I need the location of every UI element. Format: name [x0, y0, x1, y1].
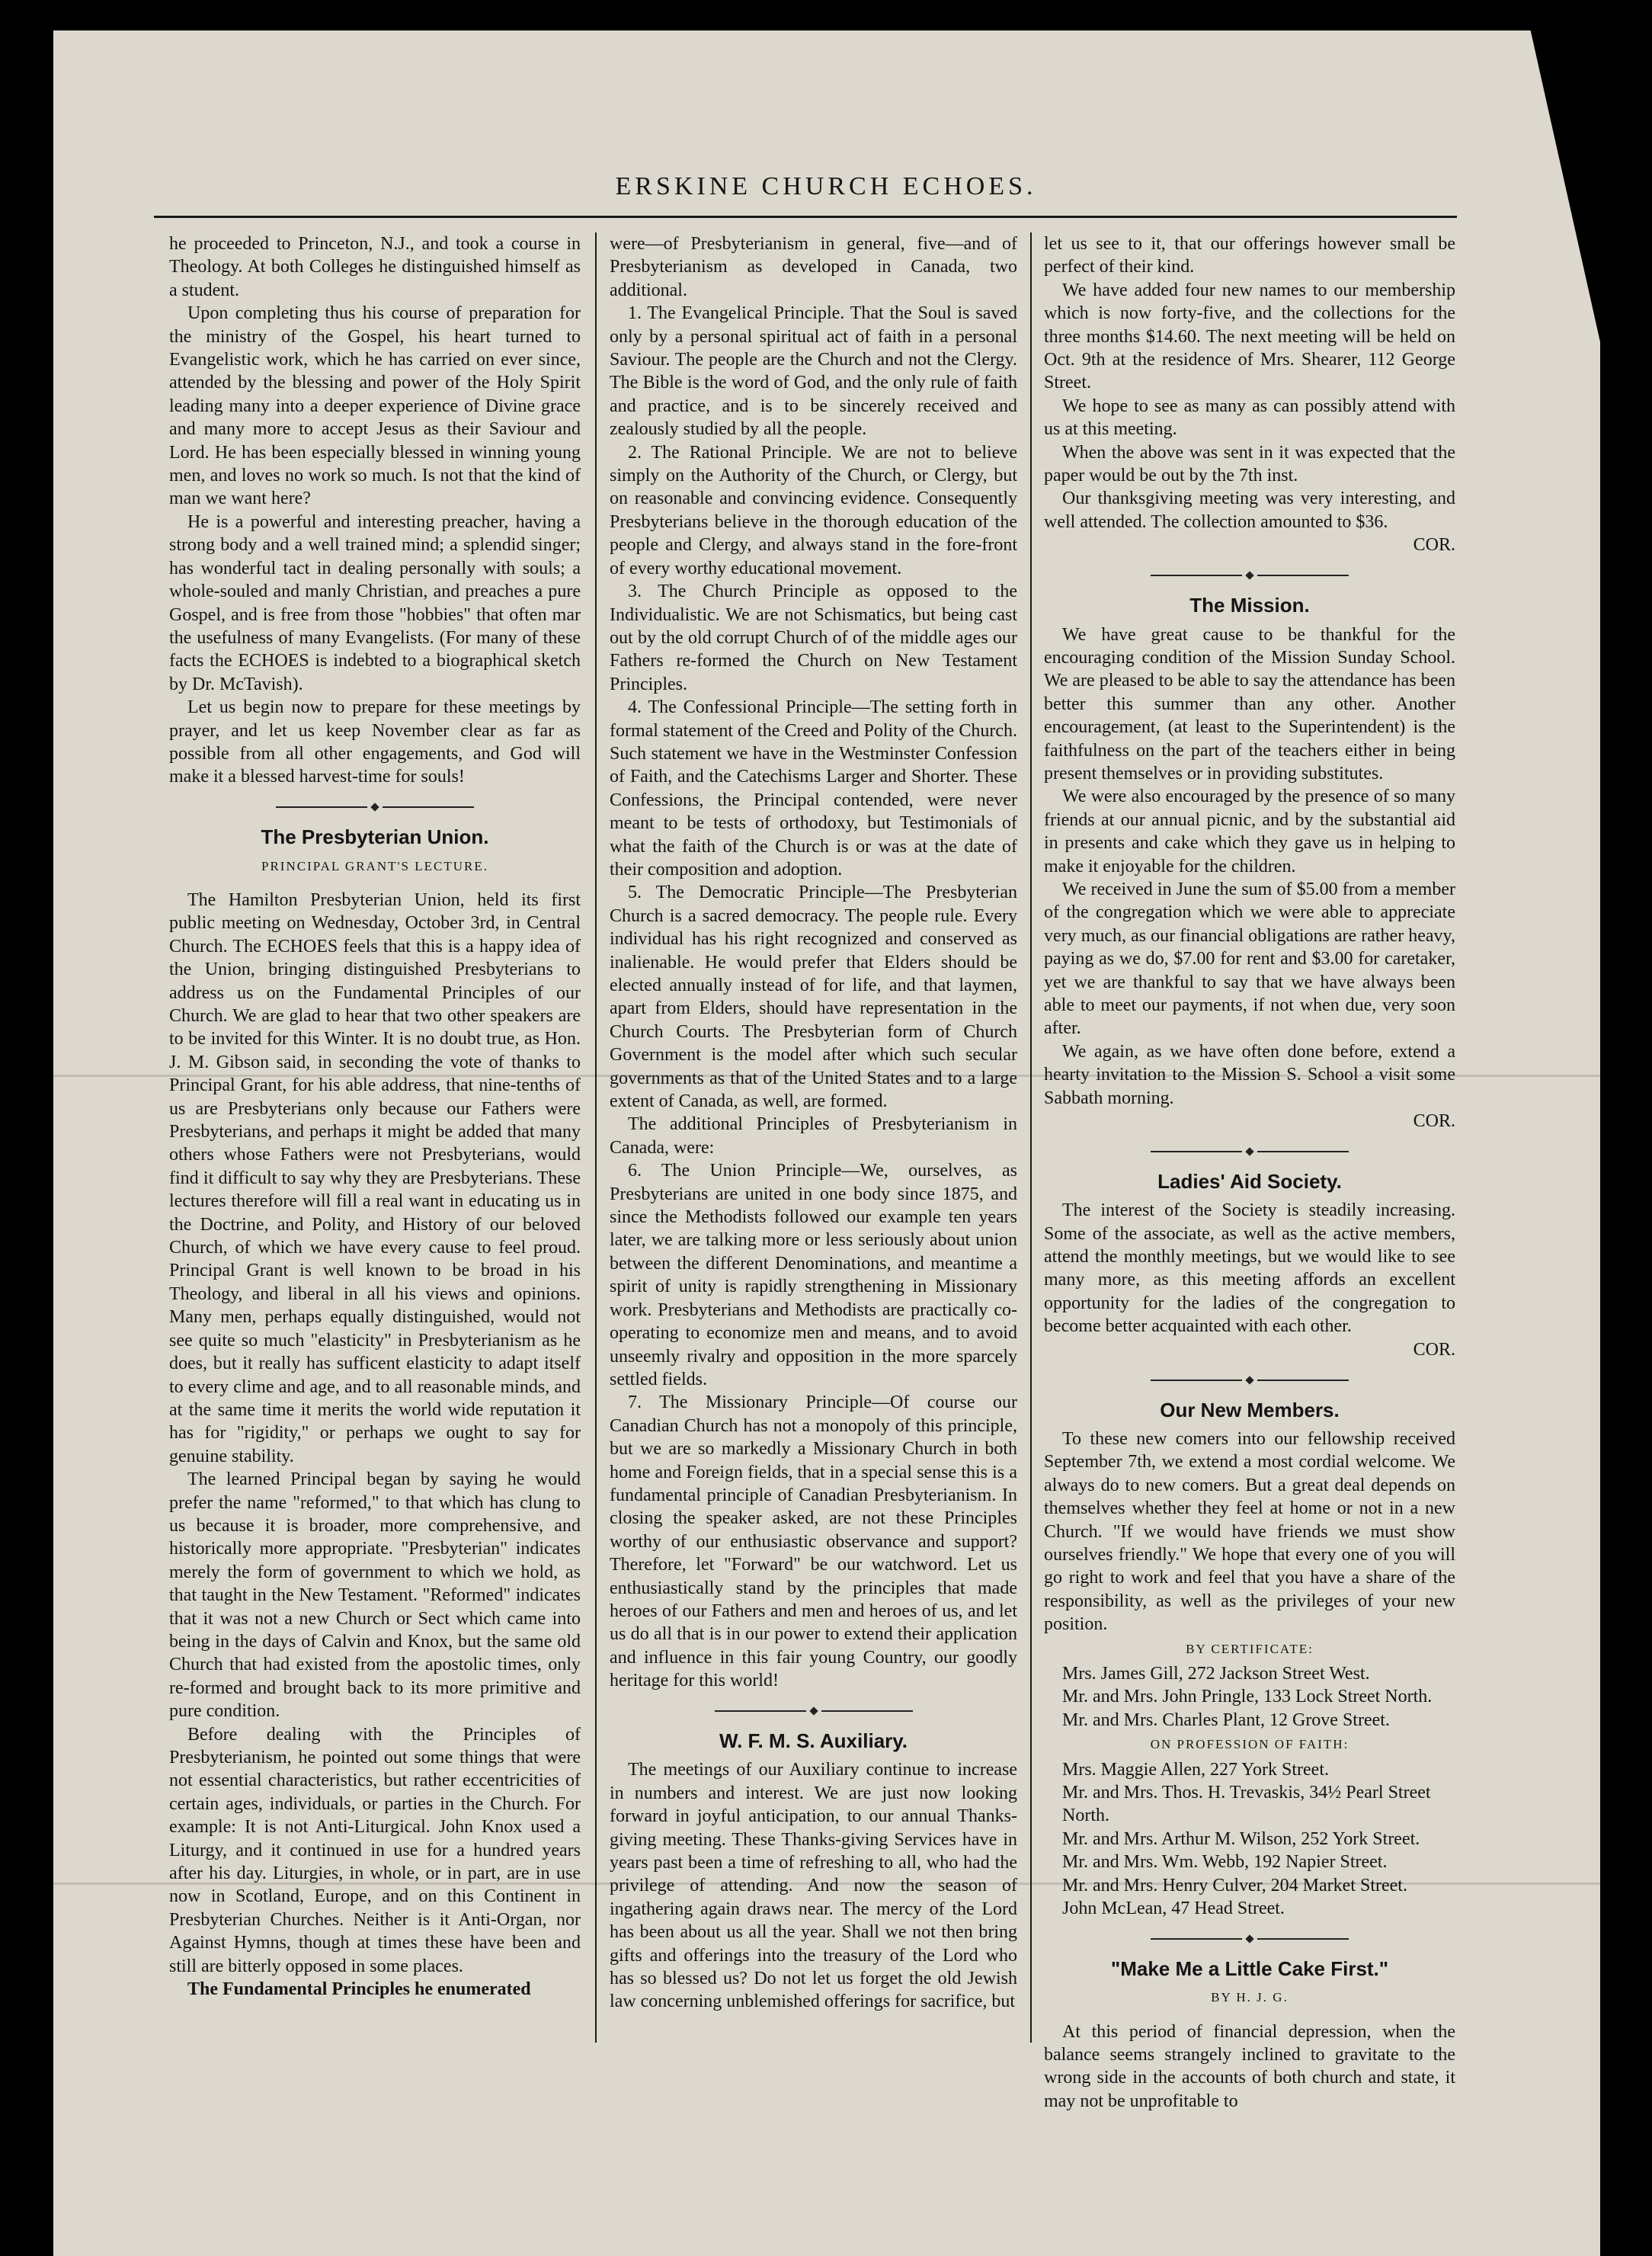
paragraph: 7. The Missionary Principle—Of course our Canadian Church has not a monopoly of this principle, but we are so markedly a Missionary Church in both home and Foreign fields, that in a special sense this is a fundamental principle of Canadian Presbyterianism. In closing the speaker asked, are not these Principles worthy of our enthusiastic observance and support? Therefore, let "Forward" be our watchword. Let us enthusiastically stand by the principles that made heroes of our Fathers and men and heroes of us, and let us do all that is in our power to extend their application and influence in this fair young Country, our goodly heritage for this world!	[610, 1392, 1017, 1691]
header-rule	[154, 216, 1457, 218]
article-title: Ladies' Aid Society.	[1157, 1169, 1342, 1193]
article-title: The Mission.	[1189, 594, 1310, 617]
paragraph: The Hamilton Presbyterian Union, held its first public meeting on Wednesday, October 3rd, in Central Church. The ECHOES feels that this is a happy idea of the Union, bringing distinguished Presbyterians to address us on the Fundamental Principles of our Church. We are glad to hear that two other speakers are to be invited for this Winter. It is no doubt true, as Hon. J. M. Gibson said, in seconding the vote of thanks to Principal Grant, for his able address, that nine-tenths of us are Presbyterians only because our Fathers were Presbyterians, and perhaps it might be added that many others whose Fathers were not Presbyterians, would find it difficult to say why they are Presbyterians. These lectures therefore will fill a real want in educating us in the Doctrine, and Polity, and History of our beloved Church, of which we have every cause to feel proud. Principal Grant is well known to be broad in his Theology, and liberal in all his views and opinions. Many men, perhaps equally distinguished, would not see quite so much "elasticity" in Presbyterianism as he does, but it really has sufficent elasticity to adapt itself to every clime and age, and to all reasonable minds, and at the same time it merits the world wide reputation it has for "rigidity," or perhaps we ought to say for genuine stability.	[169, 889, 581, 1466]
paragraph: We again, as we have often done before, extend a hearty invitation to the Mission S. School a visit some Sabbath morning.	[1044, 1041, 1455, 1108]
list-item: Mrs. James Gill, 272 Jackson Street West.	[1062, 1663, 1370, 1684]
signature: COR.	[1413, 535, 1455, 556]
article-byline: BY H. J. G.	[1211, 1990, 1289, 2005]
paragraph: The interest of the Society is steadily increasing. Some of the associate, as well as the active members, attend the monthly meetings, but we would like to see many more, as this meeting affords an excellent opportunity for the ladies of the congregation to become better acquainted with each other.	[1044, 1200, 1455, 1337]
paragraph: The learned Principal began by saying he would prefer the name "reformed," to that which has clung to us because it is broader, more comprehensive, and historically more appropriate. "Presbyterian" indicates merely the form of government to which we hold, as that taught in the New Testament. "Reformed" indicates that it was not a new Church or Sect which came into being in the days of Calvin and Knox, but the same old Church that had existed from the apostolic times, only re-formed and brought back to its more primitive and pure condition.	[169, 1469, 581, 1722]
column-2	[610, 232, 1017, 2043]
paragraph: 3. The Church Principle as opposed to the Individualistic. We are not Schismatics, but being cast out by the old corrupt Church of of the middle ages our Fathers re-formed the Church on New Testament Principles.	[610, 582, 1017, 694]
paragraph: He is a powerful and interesting preacher, having a strong body and a well trained mind; a splendid singer; has wonderful tact in dealing personally with souls; a whole-souled and manly Christian, and preaches a pure Gospel, and is free from those "hobbies" that often mar the usefulness of many Evangelists. (For many of these facts the ECHOES is indebted to a biographical sketch by Dr. McTavish).	[169, 511, 581, 694]
column-3	[1044, 232, 1455, 2111]
paragraph: Our thanksgiving meeting was very interesting, and well attended. The collection amounted to $36.	[1044, 489, 1455, 532]
paragraph: We have great cause to be thankful for the encouraging condition of the Mission Sunday School. We are pleased to be able to say the attendance has been better this summer than any other. Another encouragement, (at least to the Superintendent) is the faithfulness on the part of the teachers either in being present themselves or in providing substitutes.	[1044, 624, 1455, 784]
paragraph: We received in June the sum of $5.00 from a member of the congregation which we were able to appreciate very much, as our financial obligations are rather heavy, paying as we do, $7.00 for rent and $3.00 for caretaker, yet we are thankful to say that we have always been able to meet our payments, if not when due, very soon after.	[1044, 879, 1455, 1039]
paragraph: 4. The Confessional Principle—The setting forth in formal statement of the Creed and Polity of the Church. Such statement we have in the Westminster Confession of Faith, and the Catechisms Larger and Shorter. These Confessions, the Principal contended, were never meant to be tests of orthodoxy, but Testimonials of what the faith of the Church is or was at the date of their composition and adoption.	[610, 697, 1017, 880]
paragraph: We hope to see as many as can possibly attend with us at this meeting.	[1044, 396, 1455, 440]
list-item: Mr. and Mrs. Henry Culver, 204 Market Street.	[1062, 1875, 1407, 1895]
paragraph: Before dealing with the Principles of Presbyterianism, he pointed out some things that were not essential characteristics, but rather eccentricities of certain ages, individuals, or parties in the Church. For example: It is not Anti-Liturgical. John Knox used a Liturgy, and it continued in use for a hundred years after his day. Liturgies, in whole, or in part, are in use now in Scotland, Europe, and on this Continent in Presbyterian Churches. Neither is it Anti-Organ, nor Against Hymns, though at times these have been and still are bitterly opposed in some places.	[169, 1724, 581, 1976]
list-heading: BY CERTIFICATE:	[1186, 1641, 1314, 1656]
paragraph: At this period of financial depression, when the balance seems strangely inclined to gravitate to the wrong side in the accounts of both church and state, it may not be unprofitable to	[1044, 2021, 1455, 2111]
paragraph: To these new comers into our fellowship received September 7th, we extend a most cordial welcome. We always do to new comers. But a great deal depends on themselves whether they feel at home or not in a new Church. "If we would have friends we must show ourselves friendly." We hope that every one of you will go right to work and feel that you have a share of the responsibility, as well as the privileges of your new position.	[1044, 1428, 1455, 1635]
signature: COR.	[1413, 1111, 1455, 1132]
article-subtitle: PRINCIPAL GRANT'S LECTURE.	[261, 858, 488, 873]
signature: COR.	[1413, 1339, 1455, 1360]
article-title: "Make Me a Little Cake First."	[1110, 1956, 1389, 1980]
list-item: Mr. and Mrs. Wm. Webb, 192 Napier Street.	[1062, 1852, 1388, 1873]
page-header: ERSKINE CHURCH ECHOES.	[615, 172, 1037, 200]
paragraph: Upon completing thus his course of preparation for the ministry of the Gospel, his heart turned to Evangelistic work, which he has carried on ever since, attended by the blessing and power of the Holy Spirit leading many into a deeper experience of Divine grace and many more to accept Jesus as their Saviour and Lord. He has been especially blessed in winning young men, and loves no work so much. Is not that the kind of man we want here?	[169, 303, 581, 509]
paragraph: 2. The Rational Principle. We are not to believe simply on the Authority of the Church, or Clergy, but on reasonable and convincing evidence. Consequently Presbyterians believe in the thorough education of the people and Clergy, and always stand in the fore-front of every worthy educational movement.	[610, 442, 1017, 578]
list-item: Mr. and Mrs. Thos. H. Trevaskis, 34½ Pearl Street North.	[1062, 1783, 1431, 1826]
paragraph: he proceeded to Princeton, N.J., and took a course in Theology. At both Colleges he distinguished himself as a student.	[169, 234, 581, 300]
paragraph: 1. The Evangelical Principle. That the Soul is saved only by a personal spiritual act of faith in a personal Saviour. The people are the Church and not the Clergy. The Bible is the word of God, and the only rule of faith and practice, and is to be sincerely received and zealously studied by all the people.	[610, 303, 1017, 440]
paragraph: We were also encouraged by the presence of so many friends at our annual picnic, and by the substantial aid in presents and cake which they gave us in helping to make it enjoyable for the children.	[1044, 787, 1455, 876]
paragraph: were—of Presbyterianism in general, five—and of Presbyterianism as developed in Canada, two additional.	[610, 234, 1017, 300]
article-title: Our New Members.	[1160, 1398, 1340, 1421]
list-heading: ON PROFESSION OF FAITH:	[1150, 1737, 1349, 1752]
article-title: W. F. M. S. Auxiliary.	[719, 1729, 908, 1752]
ornament-divider	[1044, 1139, 1455, 1162]
member-list-profession	[1044, 1758, 1455, 1921]
article-title: The Presbyterian Union.	[261, 825, 489, 849]
ornament-divider	[1044, 1926, 1455, 1949]
member-list-certificate	[1044, 1662, 1455, 1732]
paragraph: Let us begin now to prepare for these meetings by prayer, and let us keep November clear as far as possible from all other engagements, and God will make it a blessed harvest-time for souls!	[169, 697, 581, 787]
paragraph: let us see to it, that our offerings however small be perfect of their kind.	[1044, 234, 1455, 277]
paragraph: The Fundamental Principles he enumerated	[187, 1979, 531, 2000]
paragraph: 6. The Union Principle—We, ourselves, as Presbyterians are united in one body since 1875, and since the Methodists followed our example ten years later, we are talking more or less seriously about union between the different Denominations, and meantime a spirit of unity is rapidly strengthening in Missionary work. Presbyterians and Methodists are practically co-operating to economize men and means, and to avoid unseemly rivalry and opposition in the more sparcely settled fields.	[610, 1161, 1017, 1389]
ornament-divider	[1044, 1367, 1455, 1390]
list-item: Mr. and Mrs. John Pringle, 133 Lock Street North.	[1062, 1687, 1433, 1707]
paragraph: When the above was sent in it was expected that the paper would be out by the 7th inst.	[1044, 442, 1455, 486]
list-item: Mr. and Mrs. Arthur M. Wilson, 252 York Street.	[1062, 1828, 1420, 1849]
paragraph: The meetings of our Auxiliary continue to increase in numbers and interest. We are just now looking forward in joyful anticipation, to our annual Thanks-giving meeting. These Thanks-giving Services have in years past been a time of refreshing to all, who had the privilege of attending. And now the season of ingathering again draws near. The mercy of the Lord has been about us all the year. Shall we not then bring gifts and offerings into the treasury of the Lord who has so blessed us? Do not let us forget the old Jewish law concerning unblemished offerings for sacrifice, but	[610, 1760, 1017, 2012]
ornament-divider	[169, 795, 581, 818]
column-1	[169, 232, 581, 2043]
paragraph: 5. The Democratic Principle—The Presbyterian Church is a sacred democracy. The people rule. Every individual has his right recognized and conserved as inalienable. He would prefer that Elders should be elected annually instead of for life, and that laymen, apart from Elders, should have representation in the Church Courts. The Presbyterian form of Church Government is the model after which such secular governments as that of the United States and to a large extent of Canada, as well, are formed.	[610, 883, 1017, 1112]
column-divider	[1030, 232, 1032, 2043]
paragraph: We have added four new names to our membership which is now forty-five, and the collections for the three months $14.60. The next meeting will be held on Oct. 9th at the residence of Mrs. Shearer, 112 George Street.	[1044, 280, 1455, 393]
list-item: Mr. and Mrs. Charles Plant, 12 Grove Street.	[1062, 1710, 1390, 1730]
ornament-divider	[1044, 563, 1455, 586]
list-item: John McLean, 47 Head Street.	[1062, 1899, 1285, 1919]
paragraph: The additional Principles of Presbyterianism in Canada, were:	[610, 1114, 1017, 1158]
column-divider	[595, 232, 597, 2043]
list-item: Mrs. Maggie Allen, 227 York Street.	[1062, 1759, 1329, 1780]
ornament-divider	[610, 1699, 1017, 1722]
